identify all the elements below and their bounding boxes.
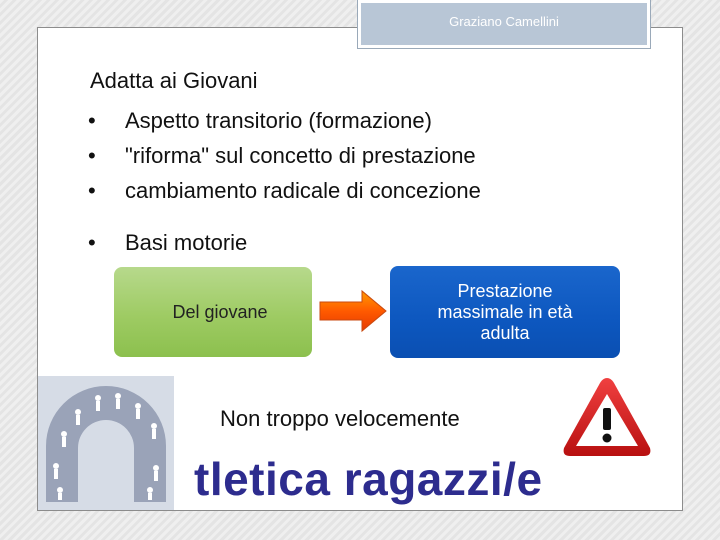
- warning-triangle-icon: [560, 374, 654, 460]
- warning-text: Non troppo velocemente: [220, 406, 460, 431]
- flow-box-line: adulta: [480, 322, 530, 343]
- bullet-item: • cambiamento radicale di concezione: [88, 178, 481, 213]
- bullet-basi-motorie: • Basi motorie: [88, 230, 247, 256]
- bullet-item: • "riforma" sul concetto di prestazione: [88, 143, 481, 178]
- flow-box-giovane-label: Del giovane: [172, 301, 268, 322]
- flow-box-giovane: [114, 267, 312, 357]
- flow-box-line: massimale in età: [437, 301, 573, 322]
- flow-box-line: Prestazione: [457, 280, 553, 301]
- right-arrow-icon: [318, 288, 388, 334]
- footer-brand-text: tletica ragazzi/e: [194, 453, 543, 505]
- slide-title: Adatta ai Giovani: [90, 68, 258, 93]
- athletics-logo: [38, 376, 174, 510]
- author-name: Graziano Camellini: [449, 13, 559, 29]
- author-tab: [358, 0, 650, 48]
- bullet-list: [88, 108, 481, 213]
- flow-box-prestazione-label: [437, 281, 572, 344]
- flow-box-prestazione: [390, 266, 620, 358]
- bullet-item: • Aspetto transitorio (formazione): [88, 108, 481, 143]
